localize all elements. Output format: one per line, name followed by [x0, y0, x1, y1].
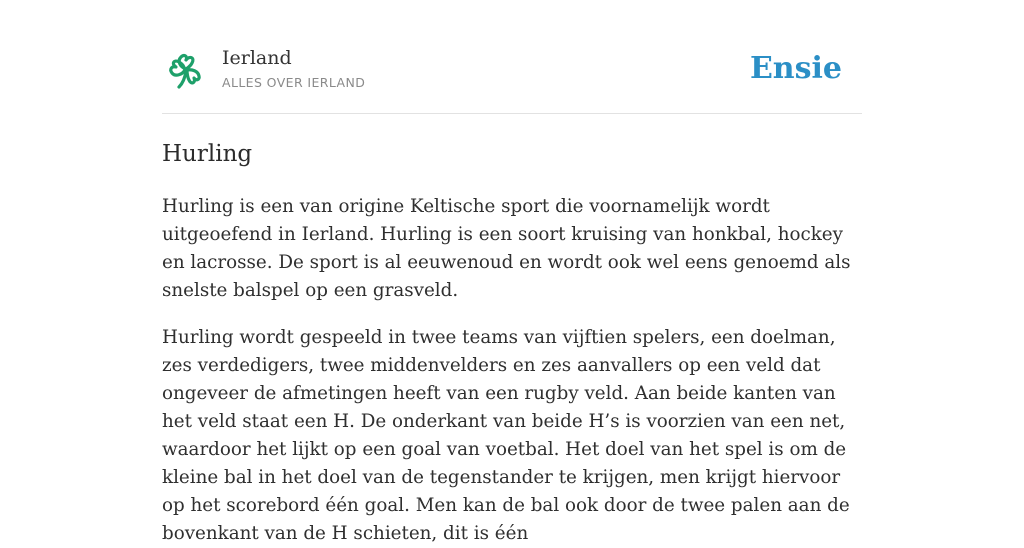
site-subtitle: ALLES OVER IERLAND	[222, 75, 366, 90]
site-header	[162, 0, 862, 114]
site-title[interactable]: Ierland	[222, 47, 292, 69]
page	[162, 0, 862, 548]
article-title: Hurling	[162, 141, 253, 167]
brand-logo-link[interactable]: Ensie	[749, 51, 842, 86]
shamrock-icon[interactable]	[166, 50, 206, 90]
article-paragraph-2: Hurling wordt gespeeld in twee teams van vijftien spelers, een doelman, zes verdedigers, twee middenvelders en zes aanvallers op een veld dat ongeveer de afmetingen heeft van een rugby veld. Aan beide kanten van het veld staat een H. De onderkant van beide H’s is voorzien van een net, waardoor het lijkt op een goal van voetbal. Het doel van het spel is om de kleine bal in het doel van de tegenstander te krijgen, men krijgt hiervoor op het scorebord één goal. Men kan de bal ook door de twee palen aan de bovenkant van de H schieten, dit is één	[162, 327, 850, 544]
article-paragraph-1: Hurling is een van origine Keltische sport die voornamelijk wordt uitgeoefend in Ierland. Hurling is een soort kruising van honkbal, hockey en lacrosse. De sport is al eeuwenoud en wordt ook wel eens genoemd als snelste balspel op een grasveld.	[162, 196, 851, 301]
